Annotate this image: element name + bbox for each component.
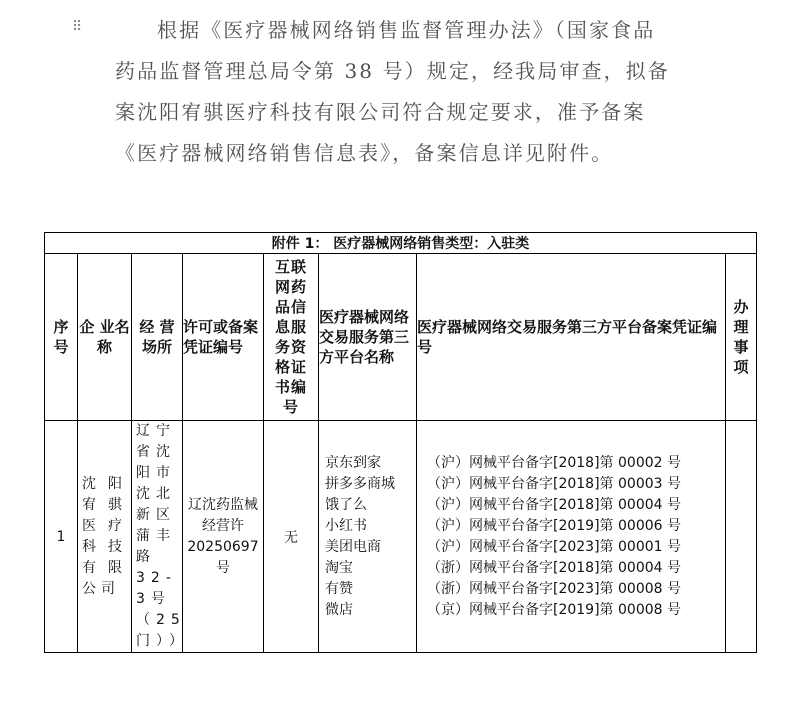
platform-name: 有赞: [325, 580, 353, 597]
platform-record: （浙）网械平台备字[2023]第 00008 号: [427, 580, 681, 597]
header-platform-record: 医疗器械网络交易服务第三方平台备案凭证编号: [417, 254, 726, 421]
cell-company: 沈阳宥骐医疗科技有限公司: [78, 421, 132, 653]
cell-platform-names: [319, 421, 417, 653]
intro-paragraph: 根据《医疗器械网络销售监督管理办法》（国家食品药品监督管理总局令第 38 号）规定，经我局审查，拟备案沈阳宥骐医疗科技有限公司符合规定要求，准予备案《医疗器械网络销售信息表》，备案信息详见附件。: [115, 18, 670, 165]
platform-name: 美团电商: [325, 538, 381, 555]
platform-name: 小红书: [325, 517, 367, 534]
table-header-row: [45, 254, 757, 421]
platform-record: （沪）网械平台备字[2019]第 00006 号: [427, 517, 681, 534]
header-handling: 办理事项: [726, 254, 757, 421]
platform-name: 淘宝: [325, 559, 353, 576]
platform-record: （沪）网械平台备字[2018]第 00004 号: [427, 496, 681, 513]
platform-record: （沪）网械平台备字[2023]第 00001 号: [427, 538, 681, 555]
header-company: 企 业名称: [78, 254, 132, 421]
platform-name: 微店: [325, 601, 353, 618]
cell-premises: 辽宁省沈阳市沈北新区蒲丰路32-3号（25门））: [132, 421, 183, 653]
cell-platform-records: [417, 421, 726, 653]
platform-name: 京东到家: [325, 454, 381, 471]
platform-name: 饿了么: [325, 496, 367, 513]
header-platform-name: 医疗器械网络交易服务第三方平台名称: [319, 254, 417, 421]
platform-record: （浙）网械平台备字[2018]第 00004 号: [427, 559, 681, 576]
cell-seq: 1: [45, 421, 78, 653]
header-license: 许可或备案凭证编号: [183, 254, 264, 421]
drag-handle-icon[interactable]: ⠿: [72, 19, 83, 35]
cell-internet-drug-cert: 无: [264, 421, 319, 653]
platform-record: （沪）网械平台备字[2018]第 00003 号: [427, 475, 681, 492]
cell-license: 辽沈药监械经营许20250697号: [183, 421, 264, 653]
platform-record: （京）网械平台备字[2019]第 00008 号: [427, 601, 681, 618]
cell-handling: [726, 421, 757, 653]
annex-table: [44, 232, 757, 653]
table-row: [45, 421, 757, 653]
table-caption: 附件 1： 医疗器械网络销售类型：入驻类: [45, 233, 757, 254]
platform-name: 拼多多商城: [325, 475, 395, 492]
header-seq: 序号: [45, 254, 78, 421]
header-internet-drug-cert: 互联网药品信息服务资格证书编号: [264, 254, 319, 421]
table-caption-row: [45, 233, 757, 254]
header-premises: 经 营场所: [132, 254, 183, 421]
platform-record: （沪）网械平台备字[2018]第 00002 号: [427, 454, 681, 471]
